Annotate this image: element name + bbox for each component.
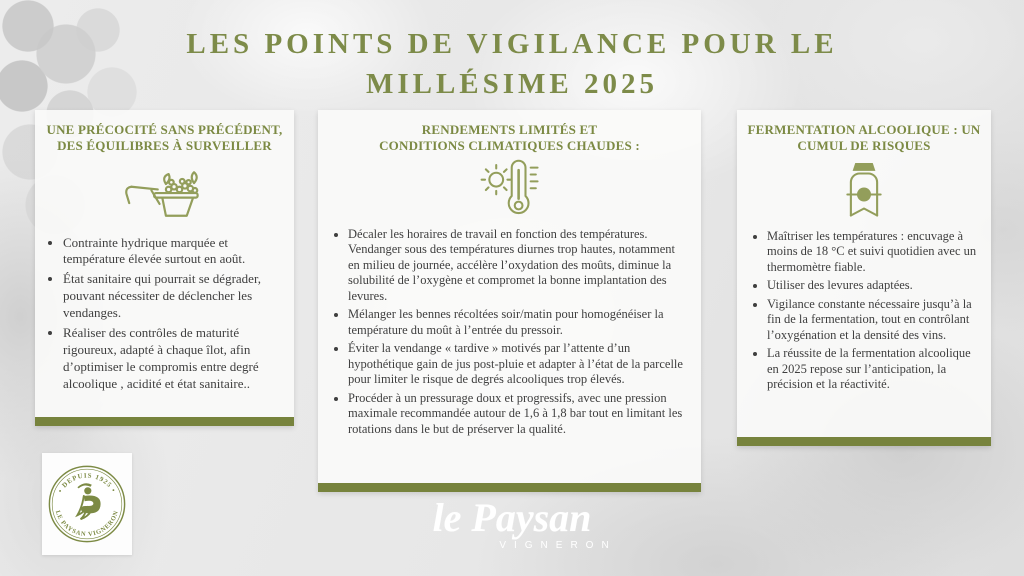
harvest-bin-icon [121, 165, 209, 223]
icon-wrap [35, 155, 294, 233]
header-line: CUMUL DE RISQUES [797, 138, 931, 154]
bullet-item: • Éviter la vendange « tardive » motivés par l’attente d’un hypothétique gain de jus post-pluie et adapter à l’état de la parcelle pour limiter le risque de degrés alcooliques trop élevés. [348, 341, 689, 388]
card-precocite-content [35, 110, 294, 417]
card-fermentation-content [737, 110, 991, 437]
brand-subtitle-text: VIGNERON [499, 540, 617, 551]
header-line: DES ÉQUILIBRES À SURVEILLER [57, 138, 272, 154]
brand-logo [0, 495, 1024, 551]
page-title [0, 24, 1024, 104]
stamp-arc-top-text: • DEPUIS 1925 • [57, 472, 117, 495]
card-rendements [318, 110, 701, 492]
card-accent-bar [737, 437, 991, 446]
header-line: UNE PRÉCOCITÉ SANS PRÉCÉDENT, [46, 122, 283, 137]
bullet-item: • Décaler les horaires de travail en fonction des températures. Vendanger sous des températures diurnes trop hautes, notamment en milieu de journée, accélère l’oxydation des moûts, diminue la solubilité de l’oxygène et compromet la bonne implantation des levures. [348, 227, 689, 305]
bullet-item: • État sanitaire qui pourrait se dégrader, pouvant nécessiter de déclencher les vendanges. [63, 271, 284, 322]
bullet-list [737, 229, 991, 396]
bullet-item: • Maîtriser les températures : encuvage à moins de 18 °C et suivi quotidien avec un thermomètre fiable. [767, 229, 983, 276]
card-accent-bar [318, 483, 701, 492]
page-title-line2: MILLÉSIME 2025 [365, 68, 659, 101]
card-precocite-header [35, 122, 294, 155]
bullet-item: • Mélanger les bennes récoltées soir/matin pour homogénéiser la température du moût à l’entrée du pressoir. [348, 307, 689, 338]
page-title-line1: LES POINTS DE VIGILANCE POUR LE [186, 28, 838, 60]
bullet-list [318, 227, 701, 441]
card-fermentation-header [737, 122, 991, 155]
card-fermentation [737, 110, 991, 446]
bullet-item: • Vigilance constante nécessaire jusqu’à la fin de la fermentation, tout en contrôlant l’oxygénation et la densité des vins. [767, 297, 983, 344]
bullet-item: • Réaliser des contrôles de maturité rigoureux, adapté à chaque îlot, afin d’optimiser le compromis entre degré alcoolique , acidité et état sanitaire.. [63, 325, 284, 393]
icon-wrap [737, 155, 991, 227]
bullet-list [35, 235, 294, 396]
header-line: RENDEMENTS LIMITÉS ET [421, 122, 598, 137]
card-rendements-content [318, 110, 701, 483]
fermentation-tank-icon [836, 159, 892, 223]
icon-wrap [318, 155, 701, 225]
header-line: FERMENTATION ALCOOLIQUE : UN [747, 122, 981, 137]
header-line: CONDITIONS CLIMATIQUES CHAUDES : [379, 138, 640, 154]
bullet-item: • Contrainte hydrique marquée et température élevée surtout en août. [63, 235, 284, 269]
card-rendements-header [318, 122, 701, 155]
bullet-item: • Utiliser des levures adaptées. [767, 278, 983, 294]
card-precocite [35, 110, 294, 426]
bullet-item: • Procéder à un pressurage doux et progressifs, avec une pression maximale recommandée autour de 1,6 à 1,8 bar tout en limitant les rotations dans le but de préserver la qualité. [348, 391, 689, 438]
stamp-arc-bottom-text: LE PAYSAN VIGNERON [53, 509, 121, 539]
sun-thermometer-icon [479, 157, 541, 223]
bullet-item: • La réussite de la fermentation alcoolique en 2025 repose sur l’anticipation, la précision et la réactivité. [767, 346, 983, 393]
brand-script-text: le Paysan [432, 495, 592, 540]
card-accent-bar [35, 417, 294, 426]
